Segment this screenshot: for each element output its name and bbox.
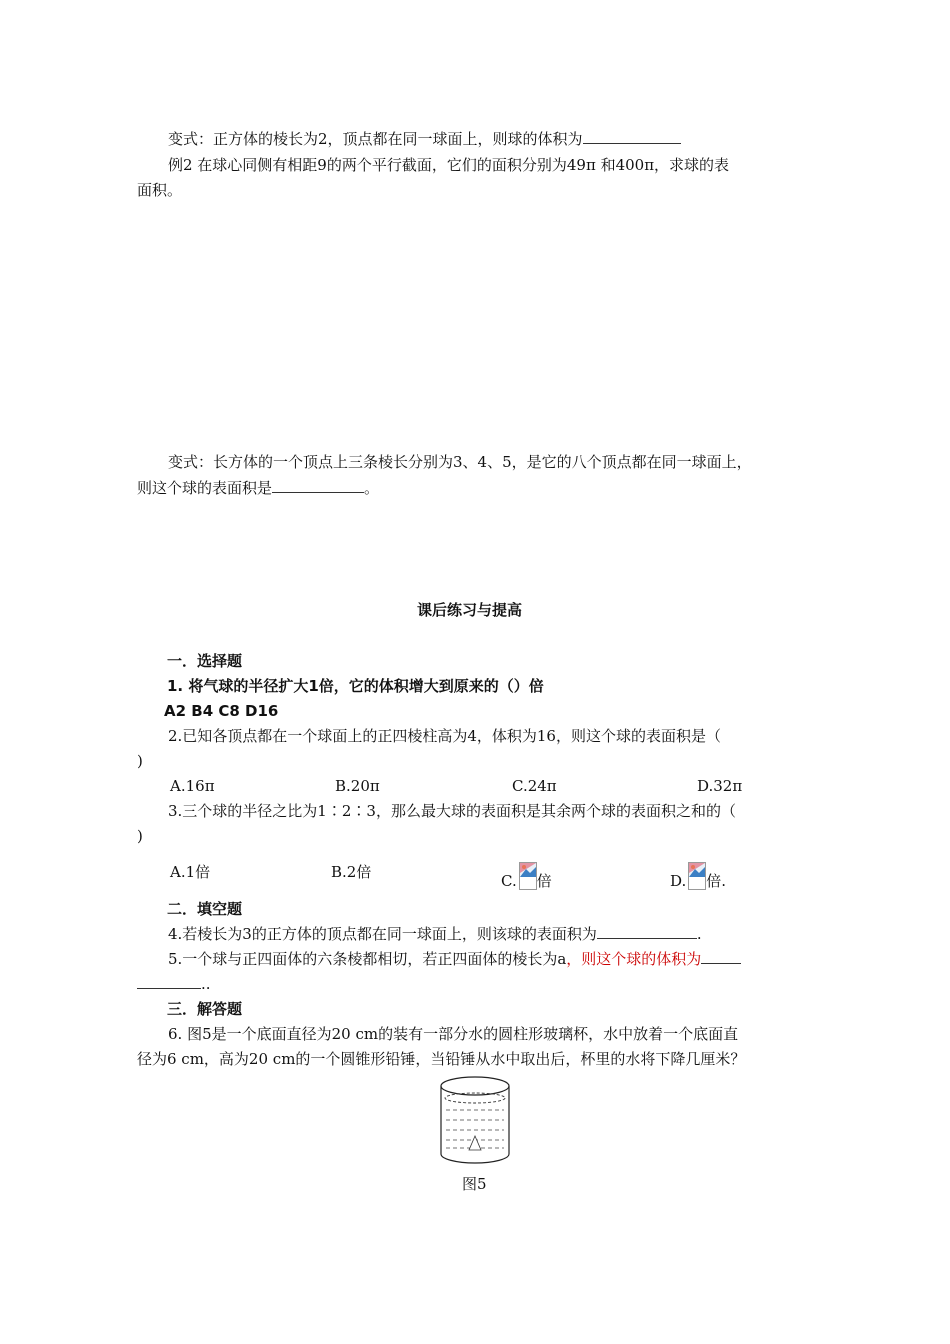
example1-variant-text: 变式：正方体的棱长为2，顶点都在同一球面上，则球的体积为 bbox=[168, 130, 583, 148]
question2-line1: 2.已知各顶点都在一个球面上的正四棱柱高为4，体积为16，则这个球的表面积是（ bbox=[168, 727, 721, 745]
question2-option-a: A.16π bbox=[170, 777, 215, 795]
question2-option-c: C.24π bbox=[512, 777, 557, 795]
period: 。 bbox=[364, 479, 380, 497]
question2-option-d: D.32π bbox=[697, 777, 743, 795]
part3-title: 三．解答题 bbox=[167, 1000, 243, 1018]
question2-line2: ) bbox=[137, 752, 143, 770]
question3-line2: ) bbox=[137, 827, 143, 845]
question3-line1: 3.三个球的半径之比为1∶2∶3，那么最大球的表面积是其余两个球的表面积之和的（ bbox=[168, 802, 736, 820]
example2-line1: 例2 在球心同侧有相距9的两个平行截面，它们的面积分别为49π 和400π，求球的表 bbox=[168, 156, 730, 174]
answer-blank bbox=[583, 129, 681, 144]
example2-variant-line1: 变式：长方体的一个顶点上三条棱长分别为3、4、5，是它的八个顶点都在同一球面上， bbox=[168, 453, 752, 471]
figure-caption: 图5 bbox=[462, 1175, 487, 1193]
answer-blank bbox=[701, 949, 741, 964]
answer-blank bbox=[597, 924, 697, 939]
part2-title: 二．填空题 bbox=[167, 900, 243, 918]
example2-line2: 面积。 bbox=[137, 181, 183, 199]
answer-blank bbox=[272, 478, 364, 493]
cylinder-cup-figure bbox=[436, 1070, 514, 1166]
question3-option-c: C. 倍 bbox=[501, 862, 552, 891]
question5-line2: .. bbox=[137, 974, 211, 994]
image-placeholder-icon bbox=[519, 862, 537, 890]
question5-line1: 5.一个球与正四面体的六条棱都相切，若正四面体的棱长为a，则这个球的体积为 bbox=[168, 949, 741, 969]
image-placeholder-icon bbox=[688, 862, 706, 890]
answer-blank bbox=[137, 974, 201, 989]
part1-title: 一．选择题 bbox=[167, 652, 243, 670]
question2-option-b: B.20π bbox=[335, 777, 380, 795]
example1-variant bbox=[168, 129, 681, 149]
question1-options: A2 B4 C8 D16 bbox=[164, 702, 279, 720]
example2-variant-line2 bbox=[137, 478, 379, 498]
question6-line1: 6. 图5是一个底面直径为20 cm的装有一部分水的圆柱形玻璃杯，水中放着一个底面直 bbox=[168, 1025, 739, 1043]
example2-variant-text: 则这个球的表面积是 bbox=[137, 479, 273, 497]
question1: 1. 将气球的半径扩大1倍，它的体积增大到原来的（）倍 bbox=[167, 677, 544, 695]
question6-line2: 径为6 cm，高为20 cm的一个圆锥形铅锤，当铅锤从水中取出后，杯里的水将下降几厘米？ bbox=[137, 1050, 746, 1068]
question3-option-a: A.1倍 bbox=[170, 863, 211, 881]
section-title: 课后练习与提高 bbox=[417, 601, 523, 619]
question3-option-d: D. 倍. bbox=[670, 862, 726, 891]
question3-option-b: B.2倍 bbox=[331, 863, 372, 881]
question4: 4.若棱长为3的正方体的顶点都在同一球面上，则该球的表面积为 . bbox=[168, 925, 702, 943]
